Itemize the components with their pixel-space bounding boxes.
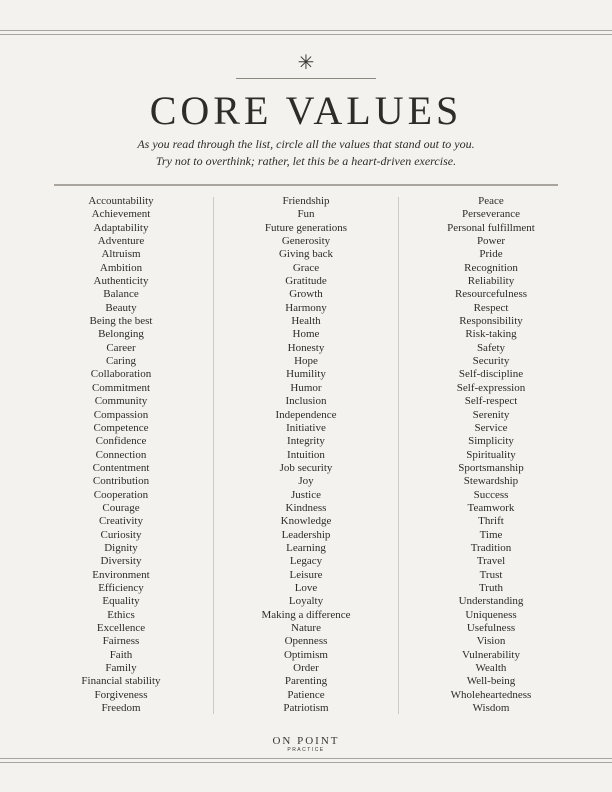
value-item: Compassion [93, 408, 149, 421]
content-divider [54, 184, 558, 186]
value-item: Courage [102, 501, 140, 514]
value-item: Respect [473, 301, 509, 314]
value-item: Spirituality [466, 448, 516, 461]
value-item: Being the best [89, 315, 153, 328]
value-item: Gratitude [285, 275, 327, 288]
value-item: Resourcefulness [454, 288, 528, 301]
value-item: Health [291, 315, 321, 328]
value-item: Generosity [281, 235, 331, 248]
value-item: Nature [291, 622, 321, 634]
value-item: Order [293, 662, 319, 675]
value-item: Hope [294, 355, 318, 368]
value-item: Patience [287, 688, 325, 701]
value-item: Altruism [101, 248, 141, 261]
value-item: Usefulness [466, 622, 516, 634]
value-item: Dignity [104, 541, 138, 554]
value-item: Parenting [284, 675, 328, 688]
value-item: Independence [275, 408, 337, 421]
brand-name: ON POINT [272, 735, 340, 747]
value-item: Safety [476, 341, 506, 354]
value-item: Travel [476, 555, 506, 568]
value-item: Knowledge [280, 515, 332, 528]
intro-line-2: Try not to overthink; rather, let this be a heart-driven exercise. [155, 154, 457, 168]
value-item: Reliability [467, 275, 515, 288]
value-item: Environment [92, 568, 150, 581]
value-item: Adaptability [93, 221, 149, 234]
value-item: Initiative [286, 421, 326, 434]
value-item: Achievement [91, 208, 151, 221]
value-item: Stewardship [463, 475, 519, 488]
value-item: Trust [479, 568, 503, 581]
value-item: Collaboration [90, 368, 152, 381]
value-item: Making a difference [261, 608, 351, 621]
value-item: Caring [106, 355, 136, 368]
value-item: Well-being [466, 675, 516, 688]
value-item: Risk-taking [465, 328, 517, 341]
value-item: Legacy [289, 555, 323, 568]
value-item: Belonging [98, 328, 144, 341]
values-column-3 [399, 195, 583, 715]
value-item: Wholeheartedness [450, 688, 532, 701]
value-item: Confidence [95, 435, 147, 448]
value-item: Honesty [287, 341, 325, 354]
value-item: Leadership [281, 528, 331, 541]
intro-text [0, 136, 612, 170]
value-item: Financial stability [81, 675, 161, 688]
value-item: Balance [103, 288, 139, 301]
value-item: Personal fulfillment [447, 221, 535, 234]
top-border-line-inner [0, 34, 612, 35]
value-item: Recognition [464, 261, 518, 274]
value-item: Competence [93, 421, 149, 434]
value-item: Simplicity [468, 435, 514, 448]
value-item: Understanding [458, 595, 524, 608]
asterisk-ornament-icon: ✳ [297, 50, 315, 74]
value-item: Justice [291, 488, 321, 501]
title-rule [236, 78, 376, 79]
value-item: Friendship [282, 195, 330, 207]
value-item: Uniqueness [465, 608, 517, 621]
brand-subtitle: PRACTICE [287, 747, 325, 753]
value-item: Joy [298, 475, 314, 488]
value-item: Tradition [470, 541, 512, 554]
value-item: Serenity [472, 408, 510, 421]
value-item: Authenticity [93, 275, 149, 288]
value-item: Curiosity [100, 528, 142, 541]
value-item: Connection [95, 448, 147, 461]
bottom-border-line-inner [0, 758, 612, 759]
value-item: Wisdom [472, 702, 510, 715]
value-item: Home [292, 328, 320, 341]
value-item: Beauty [105, 301, 137, 314]
value-item: Service [474, 421, 508, 434]
value-item: Patriotism [283, 702, 329, 715]
top-border-line-outer [0, 30, 612, 31]
value-item: Leisure [289, 568, 323, 581]
value-item: Power [476, 235, 506, 248]
value-item: Thrift [478, 515, 504, 528]
value-item: Ethics [107, 608, 135, 621]
value-item: Self-respect [464, 395, 518, 408]
value-item: Adventure [97, 235, 145, 248]
value-item: Future generations [264, 221, 348, 234]
value-item: Self-discipline [458, 368, 524, 381]
value-item: Accountability [88, 195, 154, 207]
value-item: Family [105, 662, 137, 675]
value-item: Openness [284, 635, 328, 648]
value-item: Security [472, 355, 510, 368]
value-item: Love [294, 581, 318, 594]
value-item: Freedom [101, 702, 141, 715]
value-item: Learning [286, 541, 326, 554]
value-item: Creativity [99, 515, 143, 528]
value-item: Self-expression [456, 381, 526, 394]
value-item: Ambition [99, 261, 143, 274]
value-item: Sportsmanship [458, 461, 524, 474]
value-item: Grace [292, 261, 320, 274]
value-item: Job security [279, 461, 333, 474]
value-item: Integrity [287, 435, 325, 448]
value-item: Harmony [285, 301, 327, 314]
value-item: Equality [102, 595, 140, 608]
value-item: Humility [286, 368, 326, 381]
value-item: Community [94, 395, 148, 408]
value-item: Inclusion [285, 395, 327, 408]
value-item: Teamwork [467, 501, 515, 514]
value-item: Career [106, 341, 136, 354]
value-item: Efficiency [98, 581, 144, 594]
value-item: Vision [476, 635, 506, 648]
value-item: Forgiveness [94, 688, 148, 701]
value-item: Giving back [278, 248, 334, 261]
value-item: Kindness [285, 501, 327, 514]
page-title: CORE VALUES [149, 88, 463, 133]
value-item: Wealth [475, 662, 507, 675]
value-item: Growth [289, 288, 323, 301]
value-item: Fairness [102, 635, 140, 648]
values-column-2 [214, 195, 398, 715]
values-column-1 [29, 195, 213, 715]
value-item: Loyalty [288, 595, 324, 608]
value-item: Excellence [96, 622, 146, 634]
value-item: Peace [478, 195, 504, 207]
value-item: Humor [290, 381, 322, 394]
value-item: Vulnerability [462, 648, 520, 661]
value-item: Success [473, 488, 509, 501]
value-item: Optimism [283, 648, 328, 661]
value-item: Diversity [100, 555, 142, 568]
bottom-border-line-outer [0, 762, 612, 763]
value-item: Commitment [91, 381, 151, 394]
value-item: Truth [478, 581, 504, 594]
value-item: Fun [297, 208, 315, 221]
value-item: Contentment [92, 461, 150, 474]
value-item: Intuition [287, 448, 325, 461]
intro-line-1: As you read through the list, circle all the values that stand out to you. [137, 137, 475, 151]
value-item: Cooperation [93, 488, 149, 501]
value-item: Pride [479, 248, 503, 261]
value-item: Time [479, 528, 503, 541]
value-item: Perseverance [461, 208, 521, 221]
value-item: Responsibility [459, 315, 523, 328]
value-item: Contribution [92, 475, 150, 488]
value-item: Faith [109, 648, 133, 661]
